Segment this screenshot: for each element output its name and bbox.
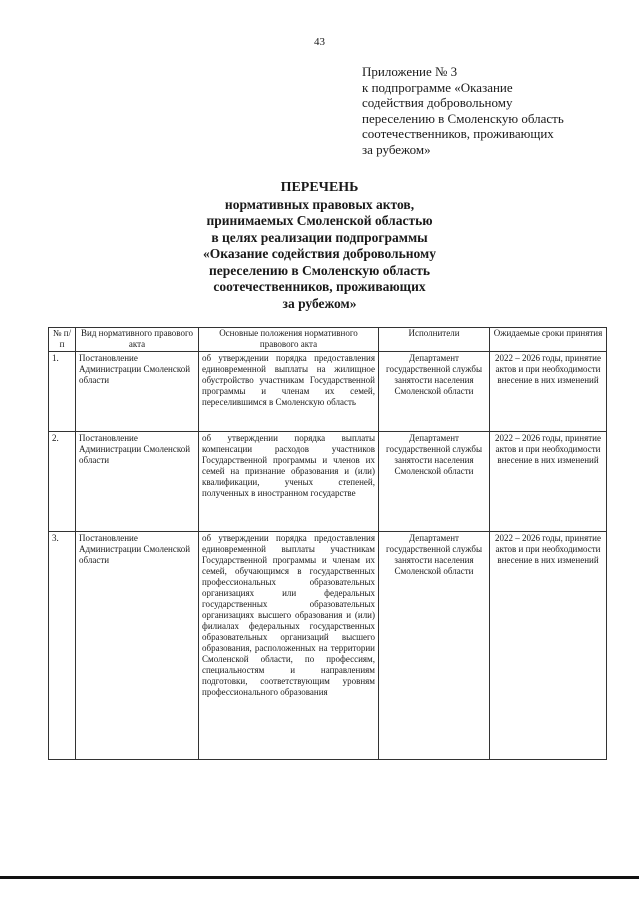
document-title bbox=[0, 180, 639, 312]
header-executor: Исполнители bbox=[379, 328, 490, 352]
table-row bbox=[49, 352, 607, 432]
page-number: 43 bbox=[314, 36, 325, 48]
appendix-line: за рубежом» bbox=[362, 141, 431, 157]
appendix-line: содействия добровольному bbox=[362, 95, 513, 111]
table-row bbox=[49, 432, 607, 532]
row-executor: Департамент государственной службы занятости населения Смоленской области bbox=[379, 432, 490, 532]
row-act-type: Постановление Администрации Смоленской области bbox=[76, 352, 199, 432]
row-content: об утверждении порядка предоставления единовременной выплаты участникам Государственной программы и членам их семей, обучающимся в государственных профессиональных образовательных организациях или федеральных государственных образовательных организациях высшего образования и (или) филиалах федеральных государственных образовательных организаций высшего образования, расположенных на территории Смоленской области, по профессиям, специальностям и направлениям подготовки, соответствующим уровням профессионального образования bbox=[199, 532, 379, 760]
acts-table bbox=[48, 327, 607, 760]
row-term: 2022 – 2026 годы, принятие актов и при необходимости внесение в них изменений bbox=[490, 432, 607, 532]
title-line: соотечественников, проживающих bbox=[213, 279, 426, 294]
title-line: нормативных правовых актов, bbox=[224, 196, 415, 212]
header-act-type: Вид нормативного правового акта bbox=[76, 328, 199, 352]
title-line: переселению в Смоленскую область bbox=[208, 262, 431, 278]
appendix-line: Приложение № 3 bbox=[362, 64, 458, 79]
appendix-line: к подпрограмме «Оказание bbox=[362, 79, 513, 95]
title-heading: ПЕРЕЧЕНЬ bbox=[280, 180, 359, 195]
title-line: за рубежом» bbox=[282, 295, 357, 311]
row-num: 1. bbox=[49, 352, 76, 432]
title-line: в целях реализации подпрограммы bbox=[211, 229, 428, 245]
row-content: об утверждении порядка выплаты компенсации расходов участников Государственной программы и членов их семей на признание образования и (или) квалификации, ученых степеней, полученных в иностранном государстве bbox=[199, 432, 379, 532]
row-term: 2022 – 2026 годы, принятие актов и при необходимости внесение в них изменений bbox=[490, 352, 607, 432]
row-num: 3. bbox=[49, 532, 76, 760]
appendix-line: переселению в Смоленскую область bbox=[362, 110, 564, 126]
header-term: Ожидаемые сроки принятия bbox=[490, 328, 607, 352]
title-line: «Оказание содействия добровольному bbox=[203, 246, 436, 261]
table-row bbox=[49, 532, 607, 760]
title-line: принимаемых Смоленской областью bbox=[206, 213, 433, 228]
bottom-rule bbox=[0, 876, 639, 879]
row-content: об утверждении порядка предоставления единовременной выплаты на жилищное обустройство участникам Государственной программы и членам их семей, переселившимся в Смоленскую область bbox=[199, 352, 379, 432]
row-act-type: Постановление Администрации Смоленской области bbox=[76, 432, 199, 532]
row-act-type: Постановление Администрации Смоленской области bbox=[76, 532, 199, 760]
appendix-block bbox=[362, 64, 584, 158]
row-num: 2. bbox=[49, 432, 76, 532]
row-term: 2022 – 2026 годы, принятие актов и при необходимости внесение в них изменений bbox=[490, 532, 607, 760]
header-content: Основные положения нормативного правового акта bbox=[199, 328, 379, 352]
row-executor: Департамент государственной службы занятости населения Смоленской области bbox=[379, 532, 490, 760]
table-header-row bbox=[49, 328, 607, 352]
row-executor: Департамент государственной службы занятости населения Смоленской области bbox=[379, 352, 490, 432]
appendix-line: соотечественников, проживающих bbox=[362, 126, 554, 142]
header-num: № п/п bbox=[49, 328, 76, 352]
